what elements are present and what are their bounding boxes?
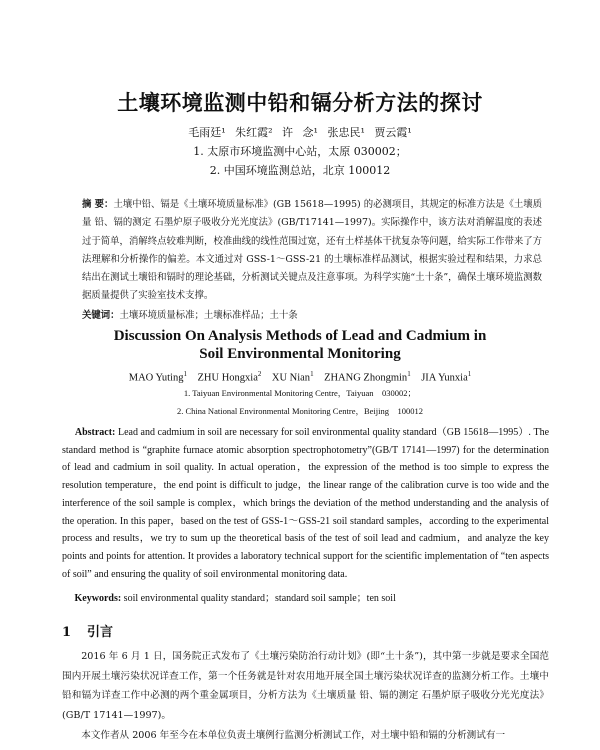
english-affiliation-1: 1. Taiyuan Environmental Monitoring Centre，Taiyuan 030002； xyxy=(183,388,417,398)
author-name: JIA Yunxia xyxy=(421,372,468,384)
english-abstract-text: Lead and cadmium in soil are necessary for soil environmental quality standard（GB 15618—1995）. The standard method is “graphite furnace atomic absorption spectrophotometry”(GB/T 17141—1997) for the determination of lead and cadmium in soil quality. In actual operation，the expression of the method is too simple to express the resolution temperature，the end point is difficult to judge，the linear range of the calibration curve is too wide and the interference of the soil sample is complex，which brings the deviation of the method understanding and the analysis of the operation. In this paper，based on the test of GSS-1～GSS-21 soil standard samples，according to the experimental process and results，we try to sum up the theoretical basis of the test of soil lead and cadmium，and analyze the key points and points for attention. It provides a laboratory technical support for the scientific implementation of “ten aspects of soil” and ensuring the quality of soil environmental monitoring data. xyxy=(62,427,550,580)
english-authors xyxy=(0,370,600,384)
english-abstract xyxy=(62,424,549,583)
author-affiliation-mark: 2 xyxy=(257,370,262,378)
chinese-abstract-label: 摘 要： xyxy=(82,199,114,210)
section-number: 1 xyxy=(62,625,72,640)
body-paragraph: 2016 年 6 月 1 日，国务院正式发布了《土壤污染防治行动计划》(即“土十条”)，其中第一步就是要求全国范围内开展土壤污染状况详查工作，第一个任务就是针对农用地开展全国土壤污染状况详查的监测分析工作。土壤中铅和镉为详查工作中必测的两个重金属项目，分析方法为《土壤质量 铅、镉的测定 石墨炉原子吸收分光光度法》(GB/T 17141—1997)。 xyxy=(62,651,549,722)
author-affiliation-mark: 1 xyxy=(310,370,314,378)
english-keywords-label: Keywords: xyxy=(74,593,122,604)
english-affiliation-2: 2. China National Environmental Monitoring Centre，Beijing 100012 xyxy=(177,406,423,416)
author-name: MAO Yuting xyxy=(128,372,184,384)
chinese-keywords-text: 土壤环境质量标准；土壤标准样品；土十条 xyxy=(119,310,298,321)
chinese-authors: 毛雨廷¹ 朱红霞² 许 念¹ 张忠民¹ 贾云霞¹ xyxy=(188,126,412,139)
chinese-abstract-text: 土壤中铅、镉是《土壤环境质量标准》(GB 15618—1995) 的必测项目，其规定的标准方法是《土壤质量 铅、镉的测定 石墨炉原子吸收分光光度法》(GB/T17141—1997)。实际操作中，该方法对消解温度的表述过于简单，消解终点较难判断，校准曲线的线性范围过宽，还有土样基体干扰复杂等问题，给实际工作带来了方法理解和分析操作的偏差。本文通过对 GSS-1～GSS-21 的土壤标准样品测试，根据实验过程和结果，力求总结出在测试土壤铅和镉时的理论基础，分析测试关键点及注意事项。为科学实施“土十条”，确保土壤环境监测数据质量提供了实验室技术支撑。 xyxy=(82,199,543,302)
chinese-abstract xyxy=(82,196,542,306)
chinese-affiliation-2: 2. 中国环境监测总站，北京 100012 xyxy=(209,164,391,177)
chinese-keywords xyxy=(82,307,542,321)
english-title-line-2: Soil Environmental Monitoring xyxy=(199,346,401,362)
body-paragraph: 本文作者从 2006 年至今在本单位负责土壤例行监测分析测试工作，对土壤中铅和镉的分析测试有一 xyxy=(81,729,506,741)
english-abstract-label: Abstract: xyxy=(74,427,116,438)
section-heading xyxy=(62,621,113,640)
chinese-keywords-label: 关键词： xyxy=(82,310,120,321)
author-name: ZHU Hongxia xyxy=(197,372,258,384)
author-name: ZHANG Zhongmin xyxy=(324,372,408,384)
author-affiliation-mark: 1 xyxy=(467,370,472,378)
section-body xyxy=(62,647,549,746)
chinese-affiliation-1: 1. 太原市环境监测中心站，太原 030002； xyxy=(193,145,407,158)
english-title xyxy=(0,327,600,363)
section-title: 引言 xyxy=(87,625,114,640)
english-keywords xyxy=(62,589,549,604)
author-affiliation-mark: 1 xyxy=(407,370,411,378)
author-name: XU Nian xyxy=(271,372,311,384)
english-title-line-1: Discussion On Analysis Methods of Lead and Cadmium in xyxy=(113,328,487,344)
english-keywords-text: soil environmental quality standard；standard soil sample；ten soil xyxy=(123,593,396,604)
chinese-title: 土壤环境监测中铅和镉分析方法的探讨 xyxy=(117,90,483,115)
author-affiliation-mark: 1 xyxy=(183,370,187,378)
